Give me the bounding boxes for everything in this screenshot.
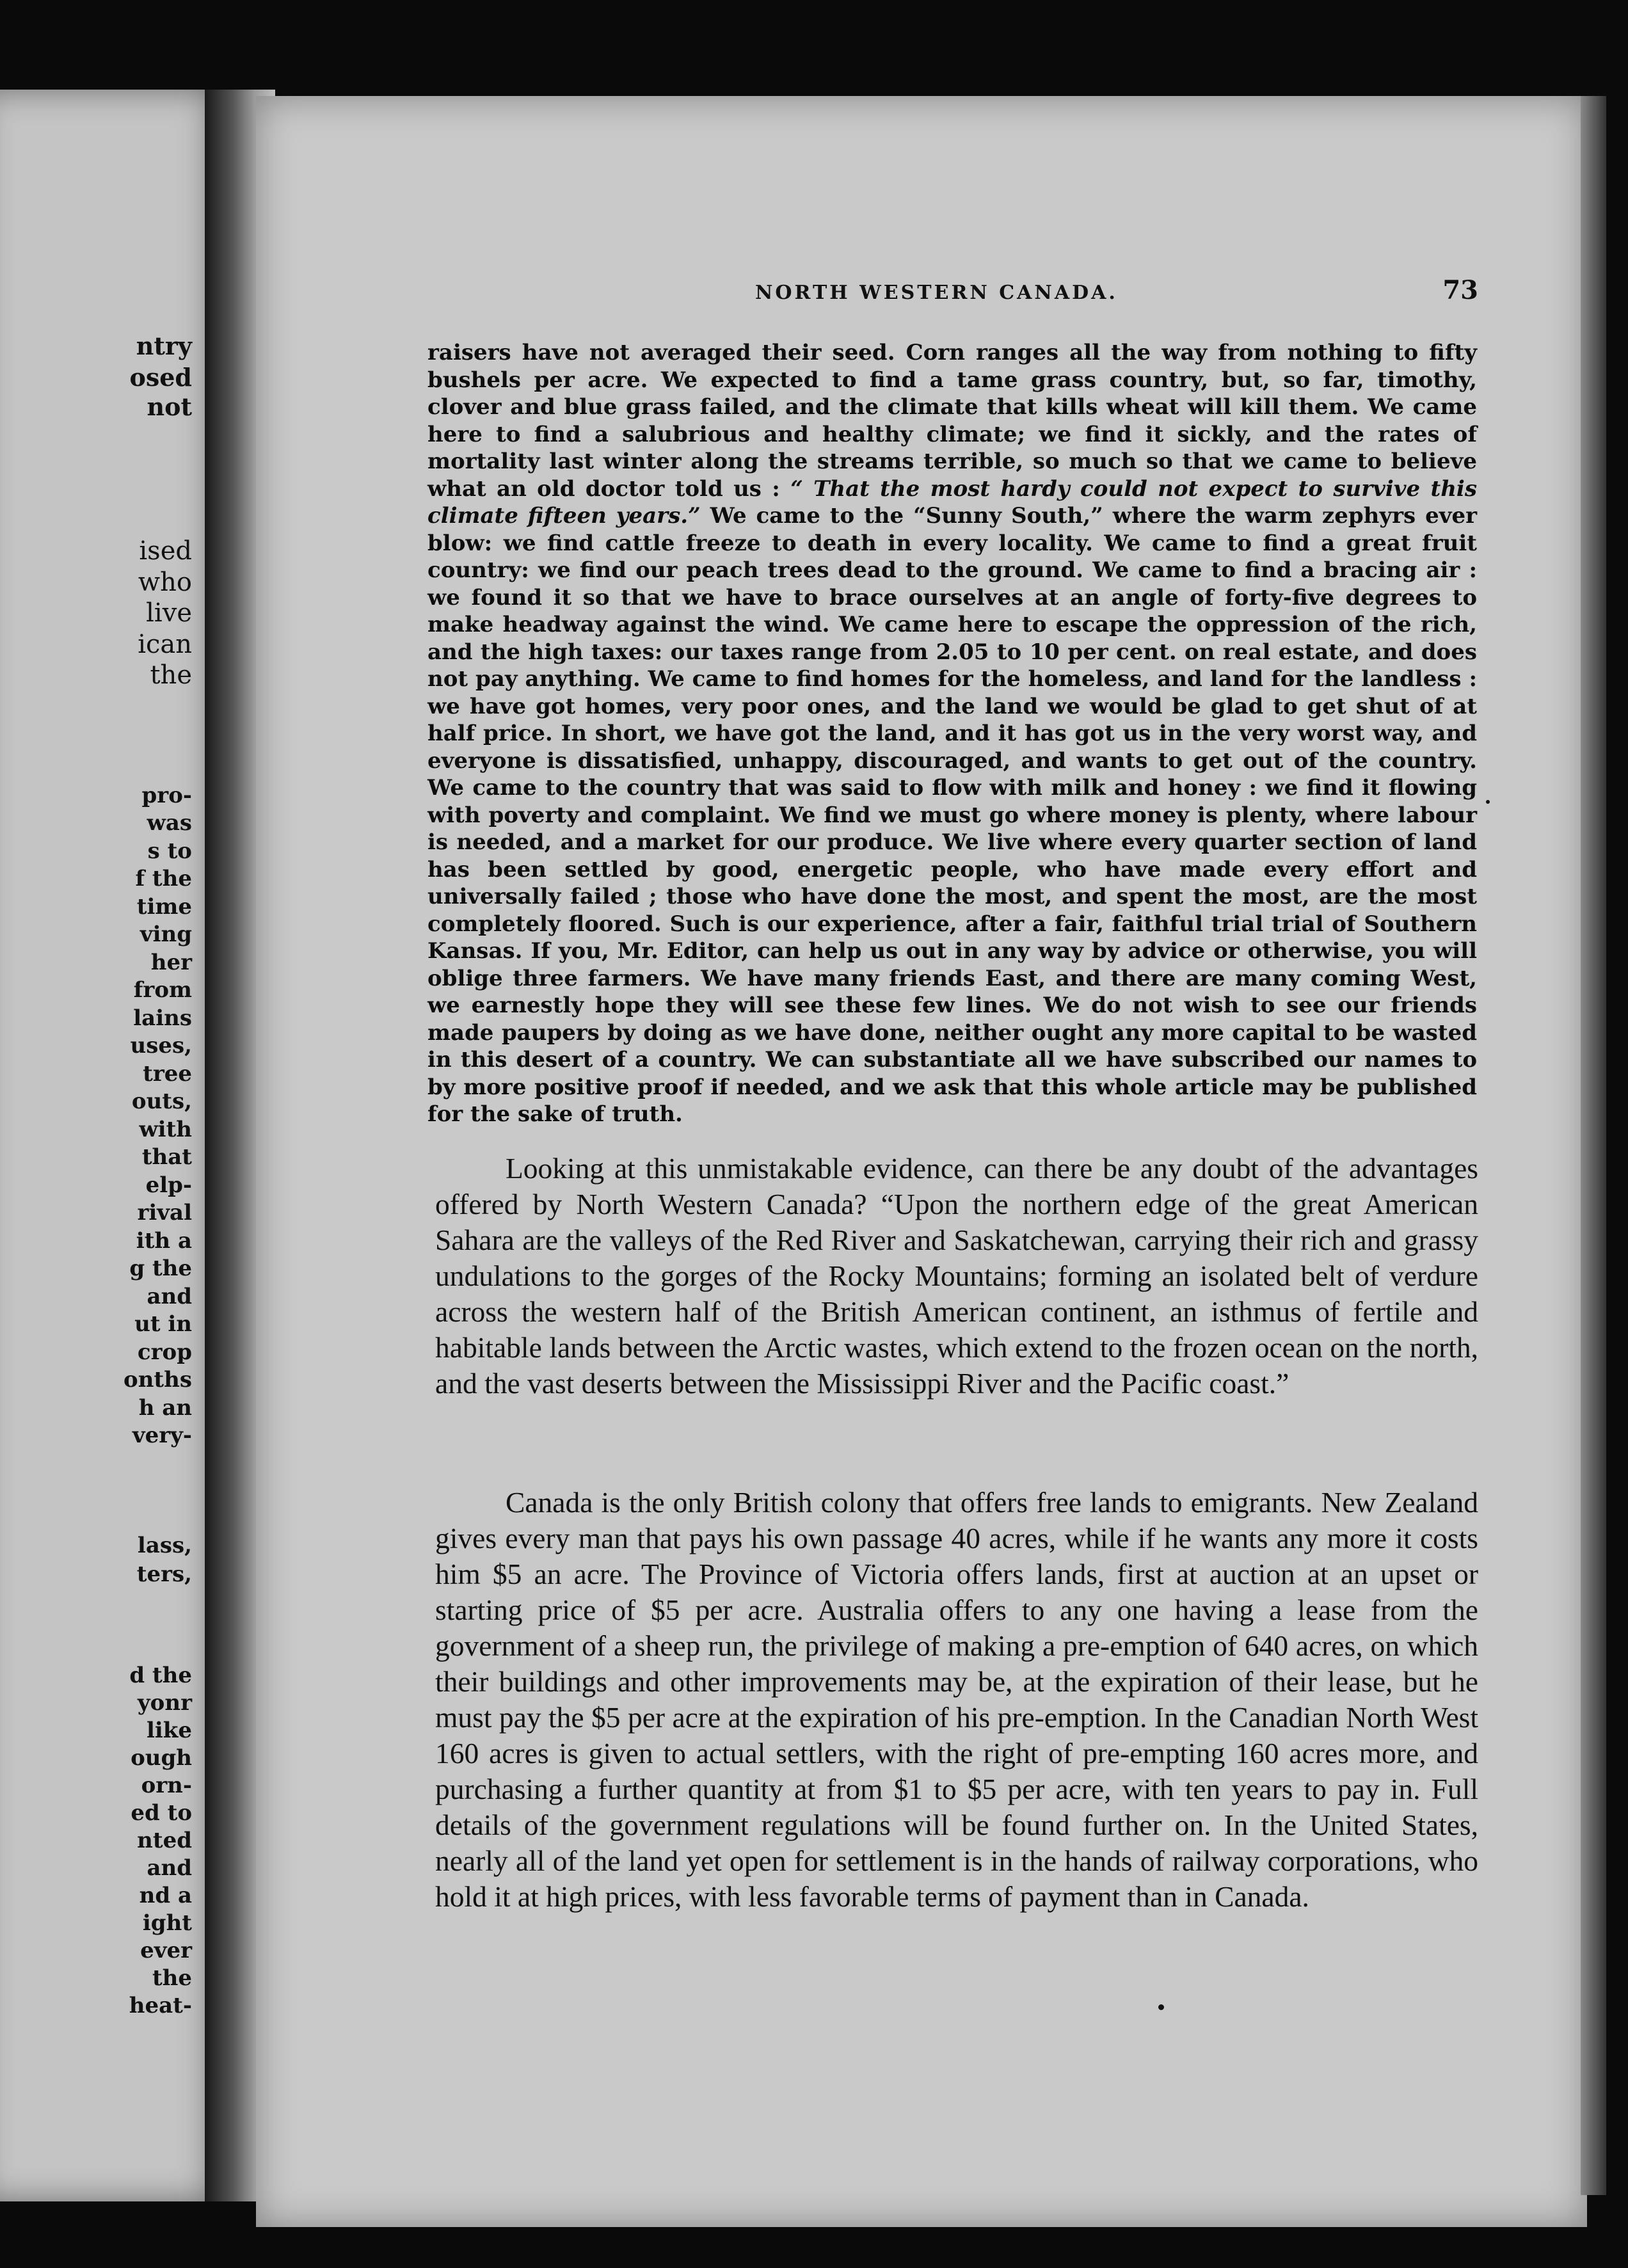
print-speck bbox=[1158, 2004, 1164, 2010]
facing-page-fragment: was bbox=[147, 810, 192, 836]
facing-page-fragment: yonr bbox=[137, 1690, 192, 1716]
facing-page-fragment: very- bbox=[132, 1423, 192, 1448]
facing-page-fragment: not bbox=[147, 392, 192, 421]
facing-page-fragment: osed bbox=[129, 363, 192, 392]
print-speck bbox=[1486, 800, 1490, 804]
facing-page-fragment: ight bbox=[142, 1910, 192, 1936]
facing-page-fragment: uses, bbox=[130, 1033, 192, 1058]
facing-page-fragment: ith a bbox=[136, 1228, 192, 1254]
facing-page-fragment: from bbox=[133, 977, 192, 1003]
paragraph: Looking at this unmistakable evidence, can there be any doubt of the advantages offered by North Western Canada? “Upon the northern edge of the great American Sahara are the valleys of the Red River and Saskatchewan, carrying their rich and grassy undulations to the gorges of the Rocky Mountains; forming an isolated belt of verdure across the western half of the British American continent, an isthmus of fertile and habitable lands between the Arctic wastes, which extend to the frozen ocean on the north, and the vast deserts between the Mississippi River and the Pacific coast.” bbox=[435, 1152, 1478, 1400]
facing-page-fragment: ican bbox=[138, 630, 192, 659]
facing-page-fragment: and bbox=[147, 1284, 192, 1309]
facing-page-fragment: g the bbox=[129, 1256, 192, 1281]
facing-page-fragment: that bbox=[141, 1144, 192, 1170]
facing-page-fragment: f the bbox=[135, 866, 192, 891]
quoted-letter bbox=[427, 339, 1477, 1128]
facing-page-fragment: ntry bbox=[136, 331, 192, 360]
paragraph-evidence bbox=[435, 1151, 1478, 1402]
facing-page-fragment: ut in bbox=[134, 1311, 192, 1337]
facing-page-fragment: s to bbox=[147, 838, 192, 864]
paragraph-free-lands bbox=[435, 1485, 1478, 1915]
letter-text bbox=[427, 339, 1477, 1128]
facing-page-fragment: crop bbox=[137, 1339, 192, 1365]
facing-page-fragment: ough bbox=[131, 1745, 192, 1771]
page-header bbox=[755, 275, 1478, 314]
letter-part-1: raisers have not averaged their seed. Corn ranges all the way from nothing to fifty bushels per acre. We expected to find a tame grass country, but, so far, timothy, clover and blue grass failed, and the climate that kills wheat will kill them. We came here to find a salubrious and healthy climate; we find it sickly, and the rates of mortality last winter along the streams terrible, so much so that we came to believe what an old doctor told us : bbox=[427, 340, 1477, 502]
facing-page-fragment: nd a bbox=[139, 1883, 192, 1908]
facing-page-fragment: heat- bbox=[129, 1993, 192, 2018]
facing-page-fragment: like bbox=[146, 1718, 192, 1743]
facing-page-fragment: ever bbox=[140, 1938, 192, 1963]
facing-page-text-fragments bbox=[0, 0, 192, 2268]
facing-page-fragment: tree bbox=[143, 1061, 192, 1087]
facing-page-fragment: orn- bbox=[141, 1773, 192, 1798]
facing-page-fragment: ised bbox=[139, 536, 192, 566]
paragraph: Canada is the only British colony that offers free lands to emigrants. New Zealand gives every man that pays his own passage 40 acres, while if he wants any more it costs him $5 an acre. The Province of Victoria offers lands, first at auction at an upset or starting price of $5 per acre. Australia offers to any one having a lease from the government of a sheep run, the privilege of making a pre-emption of 640 acres, on which their buildings and other improvements may be, at the expiration of their lease, but he must pay the $5 per acre at the expiration of his pre-emption. In the Canadian North West 160 acres is given to actual settlers, with the right of pre-empting 160 acres more, and purchasing a further quantity at from $1 to $5 per acre, with ten years to pay in. Full details of the government regulations will be found further on. In the United States, nearly all of the land yet open for settlement is in the hands of railway corporations, who hold it at high prices, with less favorable terms of payment than in Canada. bbox=[435, 1486, 1478, 1913]
page-number: 73 bbox=[1442, 275, 1478, 305]
facing-page-fragment: who bbox=[138, 568, 192, 597]
running-head: NORTH WESTERN CANADA. bbox=[755, 282, 1118, 304]
facing-page-fragment: lains bbox=[133, 1005, 192, 1031]
facing-page-fragment: rival bbox=[137, 1200, 192, 1226]
facing-page-fragment: her bbox=[150, 950, 192, 975]
facing-page-fragment: ters, bbox=[136, 1561, 192, 1587]
letter-part-2: We came to the “Sunny South,” where the warm zephyrs ever blow: we find cattle freeze to death in every locality. We came to find a great fruit country: we find our peach trees dead to the ground. We came to find a bracing air : we found it so that we have to brace ourselves at an angle of forty-five degrees to make headway against the wind. We came here to escape the oppression of the rich, and the high taxes: our taxes range from 2.05 to 10 per cent. on real estate, and does not pay anything. We came to find homes for the homeless, and land for the landless : we have got homes, very poor ones, and the land we would be glad to get shut of at half price. In short, we have got the land, and it has got us in the very worst way, and everyone is dissatisfied, unhappy, discouraged, and wants to get out of the country. We came to the country that was said to flow with milk and honey : we find it flowing with poverty and complaint. We find we must go where money is plenty, where labour is needed, and a market for our produce. We live where every quarter section of land has been settled by good, energetic people, who have made every effort and universally failed ; those who have done the most, and spent the most, are the most completely floored. Such is our experience, after a fair, faithful trial trial of Southern Kansas. If you, Mr. Editor, can help us out in any way by advice or otherwise, you will oblige three farmers. We have many friends East, and there are many coming West, we earnestly hope they will see these few lines. We do not wish to see our friends made paupers by doing as we have done, neither ought any more capital to be wasted in this desert of a country. We can substantiate all we have subscribed our names to by more positive proof if needed, and we ask that this whole article may be published for the sake of truth. bbox=[427, 503, 1477, 1127]
facing-page-fragment: nted bbox=[137, 1828, 192, 1853]
facing-page-fragment: lass, bbox=[137, 1533, 192, 1558]
facing-page-fragment: and bbox=[147, 1855, 192, 1881]
page-edge bbox=[1581, 96, 1606, 2195]
facing-page-fragment: pro- bbox=[141, 783, 192, 808]
facing-page-fragment: the bbox=[150, 660, 192, 690]
facing-page-fragment: with bbox=[139, 1117, 192, 1142]
facing-page-fragment: ving bbox=[140, 922, 192, 947]
facing-page-fragment: d the bbox=[129, 1663, 192, 1688]
facing-page-fragment: outs, bbox=[131, 1089, 192, 1114]
letter-quote: “ That the most hardy could not expect to survive this climate fifteen years.” bbox=[427, 475, 1477, 529]
facing-page-fragment: elp- bbox=[145, 1172, 192, 1198]
facing-page-fragment: the bbox=[152, 1965, 192, 1991]
facing-page-fragment: live bbox=[146, 598, 192, 628]
facing-page-fragment: h an bbox=[138, 1395, 192, 1421]
facing-page-fragment: time bbox=[136, 894, 192, 920]
facing-page-fragment: ed to bbox=[131, 1800, 192, 1826]
facing-page-fragment: onths bbox=[124, 1367, 192, 1393]
